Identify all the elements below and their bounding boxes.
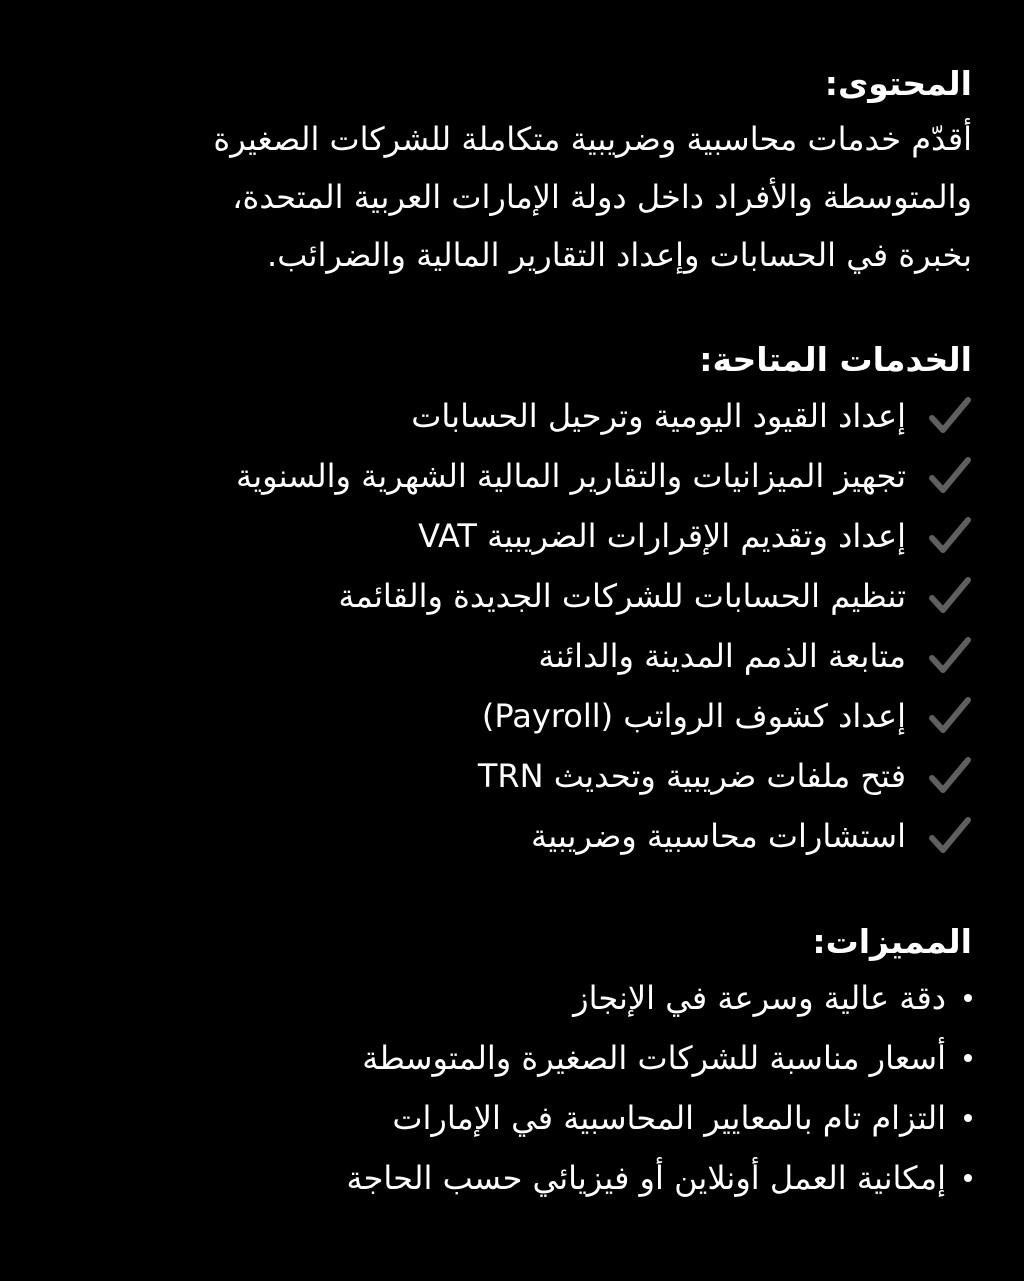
post-content bbox=[72, 58, 972, 1208]
check-mark-icon bbox=[928, 454, 972, 498]
feature-label: أسعار مناسبة للشركات الصغيرة والمتوسطة bbox=[362, 1039, 946, 1077]
service-item bbox=[72, 506, 972, 566]
service-item bbox=[72, 446, 972, 506]
check-mark-icon bbox=[928, 694, 972, 738]
check-mark-icon bbox=[928, 574, 972, 618]
content-heading: المحتوى: bbox=[824, 64, 972, 103]
service-item bbox=[72, 566, 972, 626]
section-spacer bbox=[72, 284, 972, 334]
bullet-icon bbox=[964, 1054, 972, 1062]
service-label: تجهيز الميزانيات والتقارير المالية الشهرية والسنوية bbox=[236, 457, 906, 495]
service-item bbox=[72, 806, 972, 866]
service-item bbox=[72, 386, 972, 446]
feature-item bbox=[72, 1148, 972, 1208]
service-label: تنظيم الحسابات للشركات الجديدة والقائمة bbox=[338, 577, 906, 615]
service-label: إعداد كشوف الرواتب (Payroll) bbox=[481, 697, 906, 735]
feature-item bbox=[72, 1088, 972, 1148]
check-mark-icon bbox=[928, 814, 972, 858]
feature-item bbox=[72, 968, 972, 1028]
service-label: إعداد وتقديم الإقرارات الضريبية VAT bbox=[418, 517, 906, 555]
service-label: إعداد القيود اليومية وترحيل الحسابات bbox=[411, 397, 906, 435]
service-label: متابعة الذمم المدينة والدائنة bbox=[538, 637, 906, 675]
service-label: فتح ملفات ضريبية وتحديث TRN bbox=[477, 757, 906, 795]
check-mark-icon bbox=[928, 634, 972, 678]
content-line: أقدّم خدمات محاسبية وضريبية متكاملة للشركات الصغيرة bbox=[213, 120, 972, 158]
content-paragraph bbox=[72, 110, 972, 284]
feature-label: التزام تام بالمعايير المحاسبية في الإمارات bbox=[392, 1099, 946, 1137]
service-item bbox=[72, 686, 972, 746]
features-list bbox=[72, 968, 972, 1208]
features-heading: المميزات: bbox=[812, 922, 972, 961]
service-label: استشارات محاسبية وضريبية bbox=[531, 817, 906, 855]
section-spacer bbox=[72, 866, 972, 916]
check-mark-icon bbox=[928, 754, 972, 798]
content-line: والمتوسطة والأفراد داخل دولة الإمارات العربية المتحدة، bbox=[232, 178, 972, 216]
content-line: بخبرة في الحسابات وإعداد التقارير المالية والضرائب. bbox=[267, 236, 972, 274]
bullet-icon bbox=[964, 1114, 972, 1122]
check-mark-icon bbox=[928, 394, 972, 438]
service-item bbox=[72, 626, 972, 686]
bullet-icon bbox=[964, 994, 972, 1002]
services-list bbox=[72, 386, 972, 866]
feature-label: إمكانية العمل أونلاين أو فيزيائي حسب الحاجة bbox=[346, 1159, 946, 1197]
feature-label: دقة عالية وسرعة في الإنجاز bbox=[573, 979, 946, 1017]
feature-item bbox=[72, 1028, 972, 1088]
services-heading: الخدمات المتاحة: bbox=[699, 340, 972, 379]
check-mark-icon bbox=[928, 514, 972, 558]
bullet-icon bbox=[964, 1174, 972, 1182]
service-item bbox=[72, 746, 972, 806]
